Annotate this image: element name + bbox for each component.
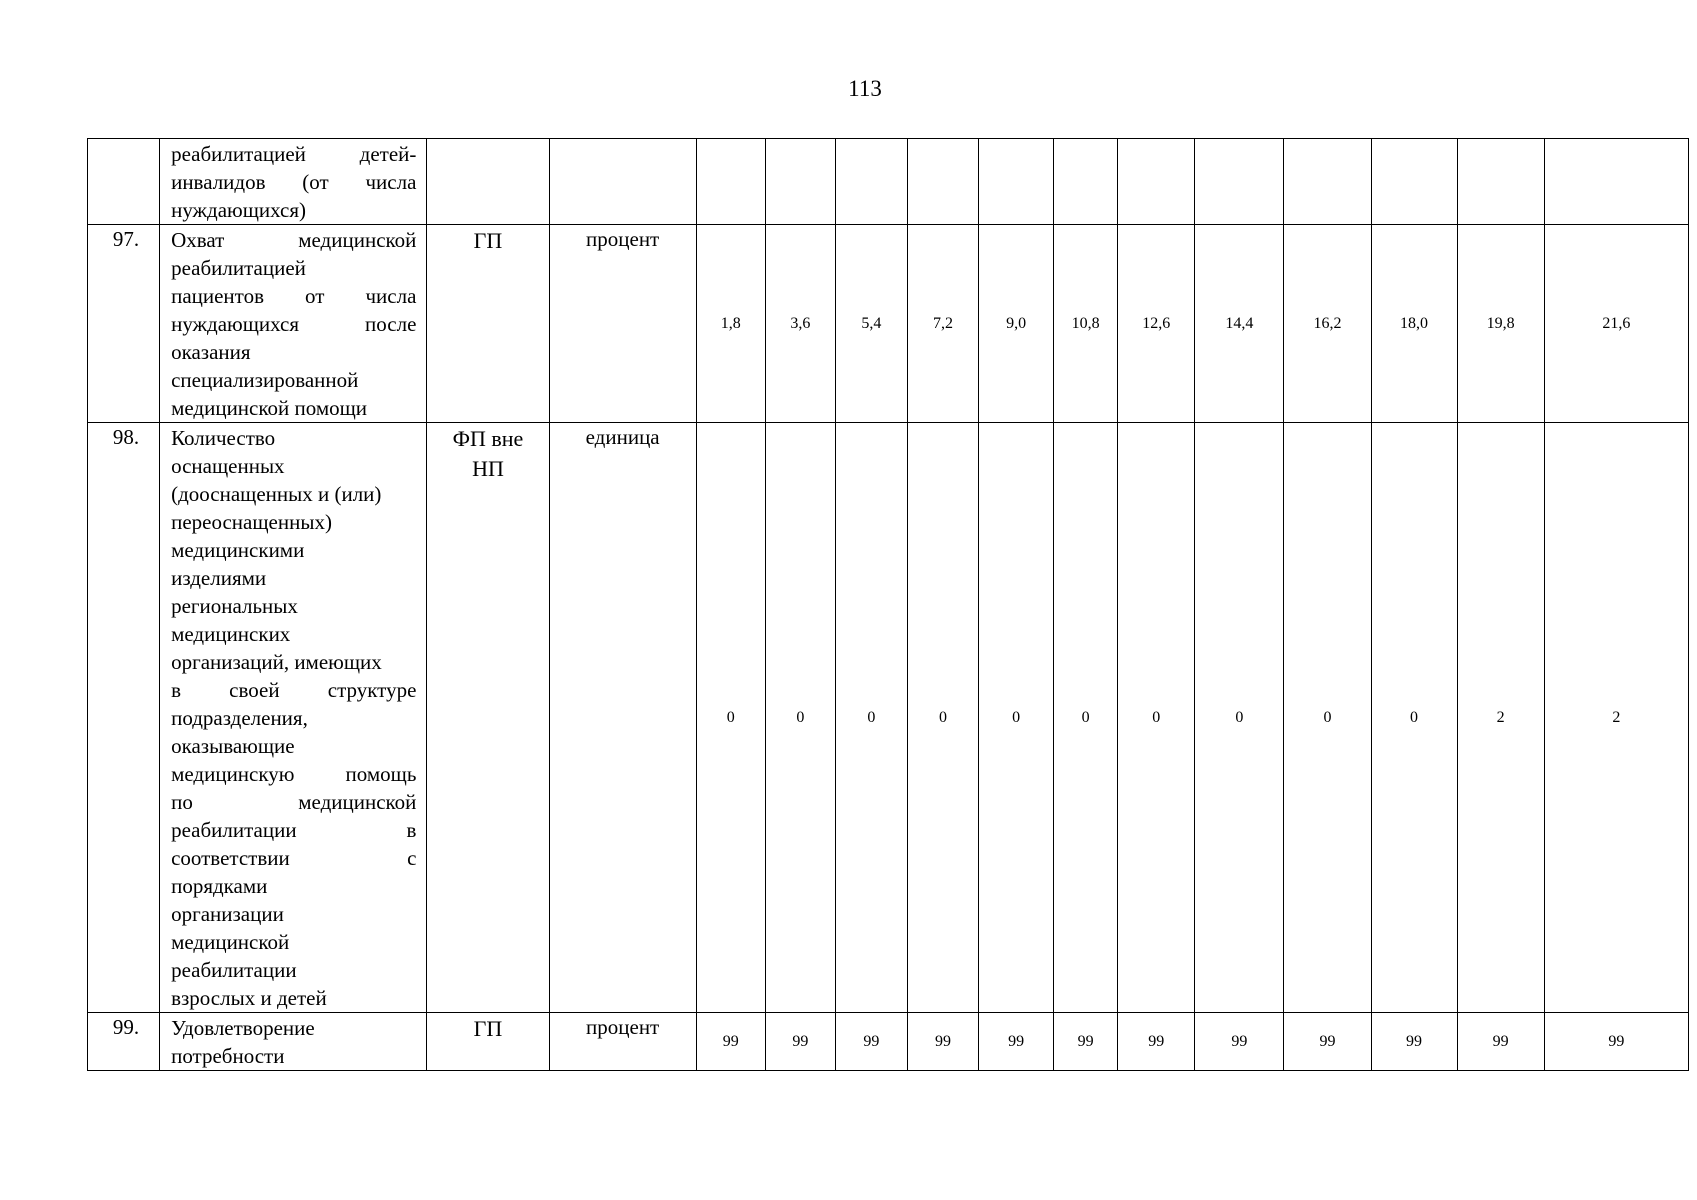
row-number: 99.	[88, 1013, 160, 1071]
indicator-name-line: организации	[171, 902, 284, 926]
unit: процент	[549, 225, 696, 423]
value-cell: 99	[835, 1013, 907, 1071]
value-cell: 99	[1544, 1013, 1688, 1071]
value-cell: 19,8	[1457, 225, 1544, 423]
indicator-name-line: потребности	[171, 1044, 285, 1068]
value-cell: 0	[835, 423, 907, 1013]
indicator-name-line: Охват медицинской	[171, 228, 417, 252]
value-cell: 0	[1195, 423, 1284, 1013]
indicator-name-line: медицинской	[171, 930, 290, 954]
indicator-name-line: оказания	[171, 340, 251, 364]
indicator-name-line: реабилитацией	[171, 256, 306, 280]
value-cell: 99	[765, 1013, 835, 1071]
indicator-name-line: нуждающихся после	[171, 312, 417, 336]
value-cell: 0	[907, 423, 978, 1013]
indicator-name-line: изделиями	[171, 566, 267, 590]
row-number: 97.	[88, 225, 160, 423]
value-cell: 99	[1284, 1013, 1371, 1071]
indicator-name-line: региональных	[171, 594, 298, 618]
page-number: 113	[848, 76, 882, 101]
indicator-name-line: соответствии с	[171, 846, 417, 870]
value-cell: 99	[1195, 1013, 1284, 1071]
value-cell	[1284, 139, 1371, 225]
indicator-name-line: организаций, имеющих	[171, 650, 382, 674]
value-cell	[1544, 139, 1688, 225]
value-cell: 0	[1054, 423, 1118, 1013]
indicator-name-line: по медицинской	[171, 790, 417, 814]
indicator-name-line: (дооснащенных и (или)	[171, 482, 382, 506]
value-cell	[907, 139, 978, 225]
indicator-name-line: порядками	[171, 874, 268, 898]
unit: процент	[549, 1013, 696, 1071]
value-cell: 18,0	[1371, 225, 1457, 423]
value-cell: 99	[979, 1013, 1054, 1071]
value-cell: 10,8	[1054, 225, 1118, 423]
indicator-name-line: нуждающихся)	[171, 198, 307, 222]
indicator-name-line: медицинской помощи	[171, 396, 368, 420]
value-cell	[765, 139, 835, 225]
value-cell: 2	[1457, 423, 1544, 1013]
value-cell	[1371, 139, 1457, 225]
value-cell: 3,6	[765, 225, 835, 423]
row-number: 98.	[88, 423, 160, 1013]
unit: единица	[549, 423, 696, 1013]
indicator-name	[160, 225, 427, 423]
table-row	[88, 423, 1689, 1013]
indicator-name-line: оснащенных	[171, 454, 285, 478]
value-cell: 7,2	[907, 225, 978, 423]
indicator-name-line: реабилитации	[171, 958, 297, 982]
indicator-name-line: реабилитацией детей-	[171, 142, 417, 166]
value-cell: 99	[1457, 1013, 1544, 1071]
value-cell: 5,4	[835, 225, 907, 423]
value-cell: 0	[979, 423, 1054, 1013]
value-cell	[979, 139, 1054, 225]
value-cell: 12,6	[1118, 225, 1195, 423]
unit	[549, 139, 696, 225]
value-cell: 0	[1118, 423, 1195, 1013]
value-cell: 0	[1284, 423, 1371, 1013]
value-cell	[1457, 139, 1544, 225]
value-cell: 14,4	[1195, 225, 1284, 423]
value-cell	[835, 139, 907, 225]
indicator-name-line: Количество	[171, 426, 276, 450]
value-cell: 99	[1371, 1013, 1457, 1071]
indicator-name-line: в своей структуре	[171, 678, 417, 702]
value-cell: 99	[907, 1013, 978, 1071]
indicator-name-line: подразделения,	[171, 706, 308, 730]
value-cell: 99	[1054, 1013, 1118, 1071]
source-type: ФП вне НП	[427, 423, 549, 1013]
value-cell	[1118, 139, 1195, 225]
value-cell: 9,0	[979, 225, 1054, 423]
value-cell: 16,2	[1284, 225, 1371, 423]
value-cell	[1195, 139, 1284, 225]
indicator-name-line: переоснащенных)	[171, 510, 332, 534]
value-cell: 21,6	[1544, 225, 1688, 423]
indicator-name-line: реабилитации в	[171, 818, 417, 842]
indicator-name-line: медицинских	[171, 622, 291, 646]
value-cell: 0	[696, 423, 765, 1013]
source-type: ГП	[427, 1013, 549, 1071]
value-cell: 0	[765, 423, 835, 1013]
value-cell: 2	[1544, 423, 1688, 1013]
indicator-name-line: пациентов от числа	[171, 284, 417, 308]
value-cell: 1,8	[696, 225, 765, 423]
indicator-name	[160, 1013, 427, 1071]
indicators-table	[87, 138, 1689, 1071]
indicator-name-line: взрослых и детей	[171, 986, 327, 1010]
value-cell	[696, 139, 765, 225]
indicator-name-line: инвалидов (от числа	[171, 170, 417, 194]
table-row	[88, 139, 1689, 225]
indicator-name-line: Удовлетворение	[171, 1016, 315, 1040]
value-cell: 0	[1371, 423, 1457, 1013]
source-type: ГП	[427, 225, 549, 423]
value-cell: 99	[696, 1013, 765, 1071]
indicator-name	[160, 423, 427, 1013]
value-cell	[1054, 139, 1118, 225]
indicator-name-line: специализированной	[171, 368, 359, 392]
indicator-name-line: медицинскую помощь	[171, 762, 417, 786]
indicator-name-line: оказывающие	[171, 734, 295, 758]
indicator-name-line: медицинскими	[171, 538, 305, 562]
table-row	[88, 225, 1689, 423]
indicator-name	[160, 139, 427, 225]
source-type	[427, 139, 549, 225]
table-row	[88, 1013, 1689, 1071]
value-cell: 99	[1118, 1013, 1195, 1071]
row-number	[88, 139, 160, 225]
